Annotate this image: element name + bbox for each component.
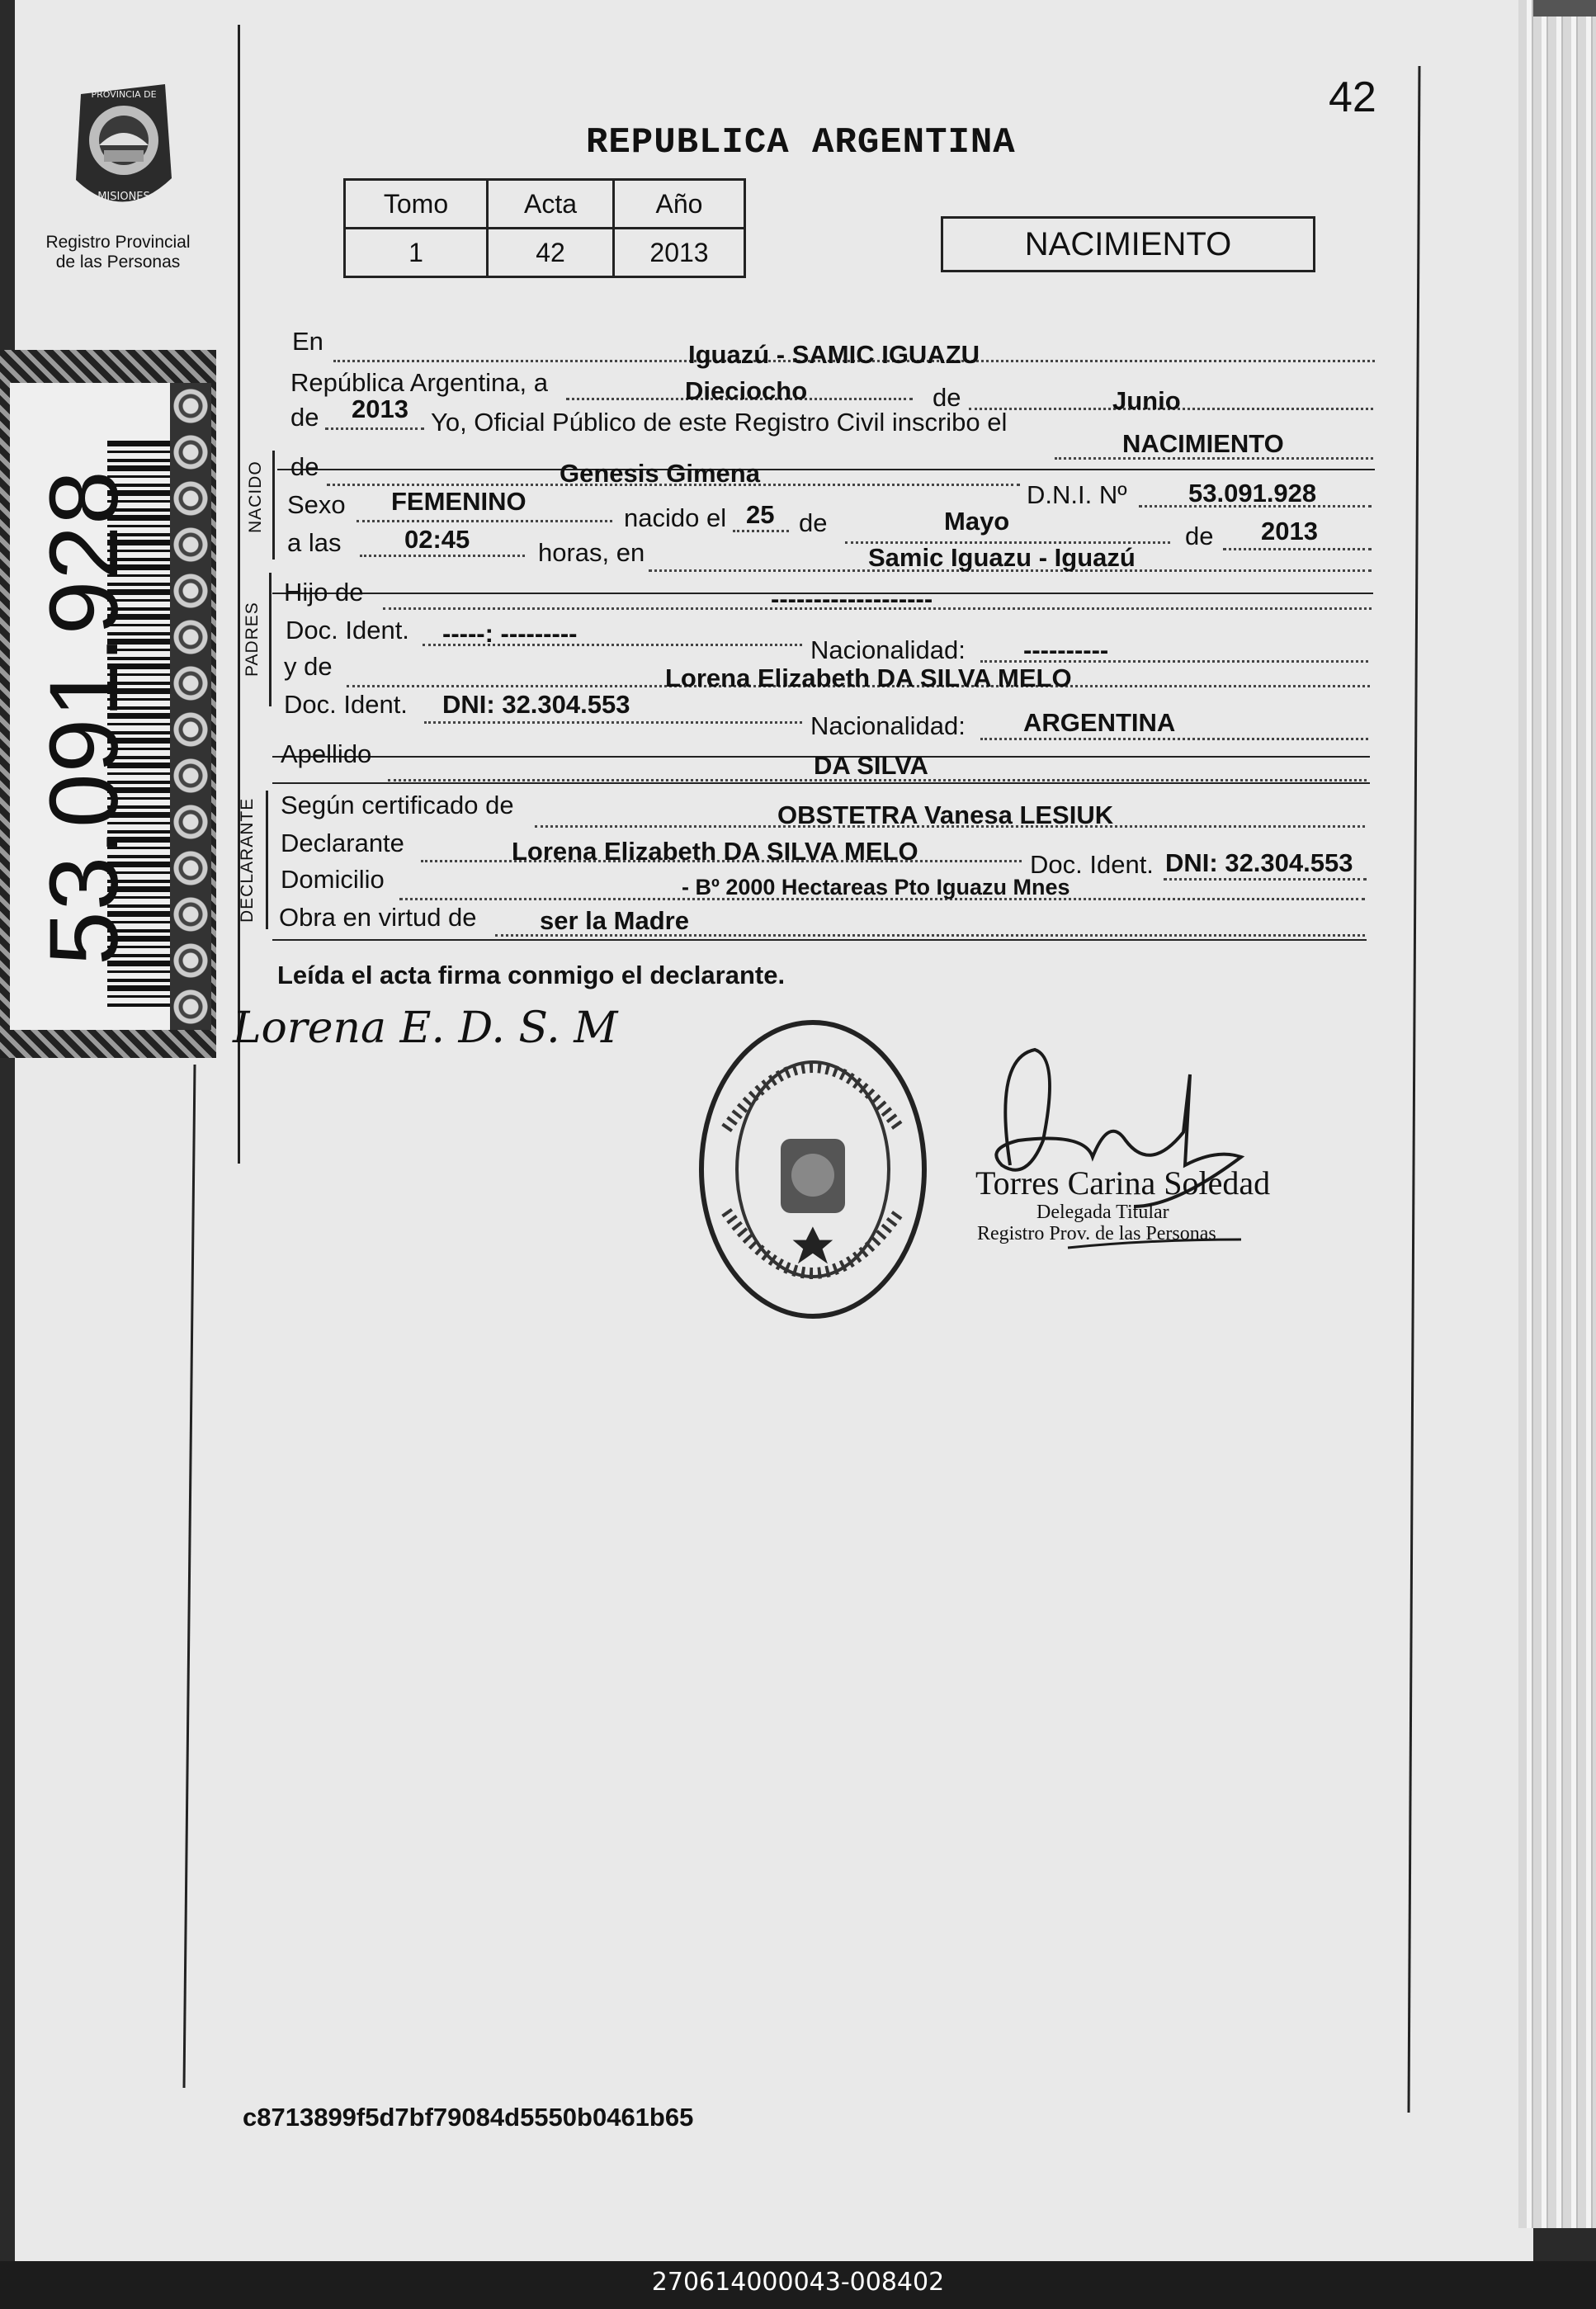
nac2-dots xyxy=(980,738,1368,740)
nacido-month: Mayo xyxy=(944,507,1010,536)
anio-value: 2013 xyxy=(614,229,745,277)
alas-label: a las xyxy=(287,528,342,557)
declarante-label: Declarante xyxy=(281,829,404,857)
month-value: Junio xyxy=(1112,386,1181,415)
barcode-number: 53.091.928 xyxy=(30,470,139,966)
en-value: Iguazú - SAMIC IGUAZU xyxy=(688,340,980,369)
declarante-value: Lorena Elizabeth DA SILVA MELO xyxy=(512,837,918,866)
separator-4 xyxy=(272,782,1370,784)
tomo-value: 1 xyxy=(345,229,488,277)
logo-caption-line1: Registro Provincial xyxy=(45,233,191,252)
scan-id: 270614000043-008402 xyxy=(651,2268,945,2297)
record-kind-box: NACIMIENTO xyxy=(941,216,1315,272)
official-role: Delegada Titular xyxy=(1036,1202,1169,1223)
declarante-doc-value: DNI: 32.304.553 xyxy=(1165,848,1353,877)
nac1-value: ---------- xyxy=(1023,635,1109,664)
nombre-label: de xyxy=(290,452,319,481)
hijo-label: Hijo de xyxy=(284,578,364,607)
separator-5 xyxy=(272,939,1367,941)
page-stack-edge xyxy=(1518,0,1596,2228)
logo-caption-line2: de las Personas xyxy=(55,253,181,272)
nac1-label: Nacionalidad: xyxy=(810,635,966,664)
misiones-crest-logo xyxy=(64,79,182,221)
yde-label: y de xyxy=(284,652,333,681)
doc2-value: DNI: 32.304.553 xyxy=(442,690,630,719)
alas-dots xyxy=(360,555,525,557)
day-value: Dieciocho xyxy=(685,376,808,405)
sexo-dots xyxy=(357,520,612,522)
sexo-value: FEMENINO xyxy=(391,487,526,516)
registry-seal-stamp xyxy=(693,1013,933,1325)
obra-value: ser la Madre xyxy=(540,906,689,935)
domicilio-value: - Bº 2000 Hectareas Pto Iguazu Mnes xyxy=(682,875,1070,900)
apellido-value: DA SILVA xyxy=(814,751,928,780)
apellido-label: Apellido xyxy=(281,739,372,768)
declarante-bracket xyxy=(266,791,268,929)
separator-1 xyxy=(277,469,1375,470)
acta-value: 42 xyxy=(488,229,614,277)
official-name: Torres Carina Soledad xyxy=(975,1164,1271,1202)
domicilio-label: Domicilio xyxy=(281,865,385,894)
doc1-label: Doc. Ident. xyxy=(286,616,409,645)
declarant-handwritten-signature: Lorena E. D. S. M xyxy=(233,1003,618,1053)
dni-label: D.N.I. Nº xyxy=(1027,480,1127,509)
de2-label: de xyxy=(290,403,319,432)
svg-text:MISIONES: MISIONES xyxy=(97,191,150,203)
lugar-value: Samic Iguazu - Iguazú xyxy=(868,543,1136,572)
logo-caption xyxy=(33,233,203,272)
nac2-value: ARGENTINA xyxy=(1023,708,1176,737)
certificado-value: OBSTETRA Vanesa LESIUK xyxy=(777,800,1114,829)
nacido-year-dots xyxy=(1223,548,1372,550)
official-office: Registro Prov. de las Personas xyxy=(977,1223,1216,1244)
year-value: 2013 xyxy=(352,394,408,423)
hijo-value: ------------------- xyxy=(771,584,933,613)
year-dots xyxy=(325,427,424,430)
record-table xyxy=(343,178,746,278)
anio-header: Año xyxy=(614,180,745,229)
document-hash: c8713899f5d7bf79084d5550b0461b65 xyxy=(243,2103,694,2132)
doc1-value: -----: --------- xyxy=(442,619,578,648)
alas-value: 02:45 xyxy=(404,525,470,554)
closing-text: Leída el acta firma conmigo el declarante. xyxy=(277,961,786,989)
tomo-header: Tomo xyxy=(345,180,488,229)
nacido-bracket xyxy=(272,451,275,560)
obra-label: Obra en virtud de xyxy=(279,903,477,932)
acta-header: Acta xyxy=(488,180,614,229)
nacido-de-label: de xyxy=(799,508,828,537)
svg-text:PROVINCIA DE: PROVINCIA DE xyxy=(91,89,157,100)
left-margin-line xyxy=(238,25,240,1164)
declarante-doc-label: Doc. Ident. xyxy=(1030,850,1154,879)
sexo-label: Sexo xyxy=(287,490,346,519)
page-stack-corner xyxy=(1533,0,1596,17)
barcode-decoration xyxy=(170,383,211,1030)
section-label-padres: PADRES xyxy=(243,602,262,677)
doc2-label: Doc. Ident. xyxy=(284,690,408,719)
yo-text: Yo, Oficial Público de este Registro Civil inscribo el xyxy=(431,408,1008,437)
document-title: REPUBLICA ARGENTINA xyxy=(586,122,1016,163)
doc2-dots xyxy=(424,721,802,724)
nombre-value: Genesis Gimena xyxy=(560,459,760,488)
section-label-nacido: NACIDO xyxy=(246,460,265,533)
horas-label: horas, en xyxy=(538,538,645,567)
nac2-label: Nacionalidad: xyxy=(810,711,966,740)
dni-value: 53.091.928 xyxy=(1188,479,1317,508)
en-label: En xyxy=(292,327,323,356)
nacido-year: 2013 xyxy=(1261,517,1318,545)
certificado-label: Según certificado de xyxy=(281,791,514,819)
nacido-day: 25 xyxy=(746,500,775,529)
inscribo-value: NACIMIENTO xyxy=(1122,429,1284,458)
declarante-doc-dots xyxy=(1164,878,1367,881)
de-label: de xyxy=(933,383,961,412)
nacido-day-dots xyxy=(733,530,789,532)
page-number: 42 xyxy=(1329,73,1376,121)
republica-label: República Argentina, a xyxy=(290,368,548,397)
nacido-de2-label: de xyxy=(1185,522,1214,550)
padres-bracket xyxy=(269,573,272,706)
madre-value: Lorena Elizabeth DA SILVA MELO xyxy=(665,663,1072,692)
section-label-declarante: DECLARANTE xyxy=(238,797,257,923)
nacido-label: nacido el xyxy=(624,503,727,532)
